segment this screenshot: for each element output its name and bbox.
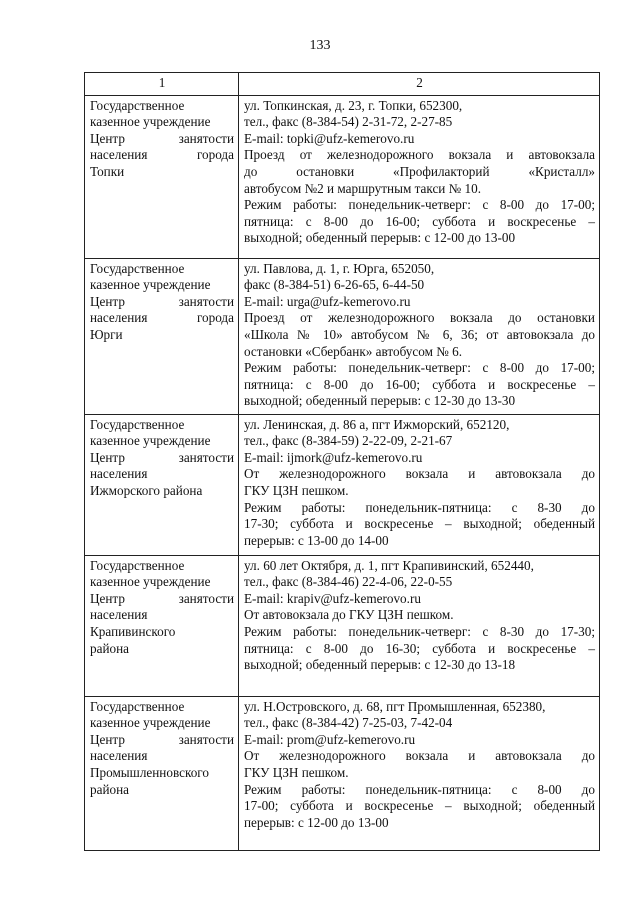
schedule-line: 17-00; суббота и воскресенье – выходной; обеденный (244, 798, 595, 814)
table-row (85, 95, 600, 258)
contact-info-cell (239, 555, 600, 696)
address-line: ул. Ленинская, д. 86 а, пгт Ижморский, 652120, (244, 416, 510, 432)
schedule-line: пятница: с 8-00 до 16-00; суббота и воскресенье – (244, 376, 595, 392)
phone-line: факс (8-384-51) 6-26-65, 6-44-50 (244, 277, 425, 293)
directions-line: до остановки «Профилакторий «Кристалл» (244, 163, 595, 179)
org-line: населения города (90, 310, 234, 326)
address-line: ул. 60 лет Октября, д. 1, пгт Крапивинский, 652440, (244, 557, 534, 573)
organization-cell (85, 95, 239, 258)
offices-table (84, 72, 600, 851)
org-line: Центр занятости (90, 731, 234, 747)
org-line: Государственное (90, 557, 185, 573)
table-row (85, 555, 600, 696)
org-line: населения (90, 466, 148, 482)
org-line: населения (90, 748, 148, 764)
org-line: Крапивинского (90, 623, 176, 639)
schedule-line: Режим работы: понедельник-четверг: с 8-00 до 17-00; (244, 197, 595, 213)
directions-line: Проезд от железнодорожного вокзала и автовокзала (244, 147, 595, 163)
organization-cell (85, 696, 239, 850)
org-line: населения города (90, 147, 234, 163)
directions-line: Проезд от железнодорожного вокзала до остановки (244, 310, 595, 326)
organization-cell (85, 258, 239, 414)
table-row (85, 414, 600, 555)
address-line: ул. Топкинская, д. 23, г. Топки, 652300, (244, 97, 463, 113)
email-line: E-mail: urga@ufz-kemerovo.ru (244, 293, 411, 309)
table-row (85, 696, 600, 850)
column-header-2: 2 (239, 73, 600, 96)
org-line: Государственное (90, 416, 185, 432)
schedule-line: выходной; обеденный перерыв: с 12-30 до 13-30 (244, 393, 516, 409)
org-line: Центр занятости (90, 293, 234, 309)
directions-line: От автовокзала до ГКУ ЦЗН пешком. (244, 607, 454, 623)
schedule-line: 17-30; суббота и воскресенье – выходной; обеденный (244, 516, 595, 532)
directions-line: остановки «Сбербанк» автобусом № 6. (244, 343, 462, 359)
org-line: Топки (90, 163, 125, 179)
table-header-row (85, 73, 600, 96)
org-line: населения (90, 607, 148, 623)
org-line: казенное учреждение (90, 574, 211, 590)
org-line: казенное учреждение (90, 277, 211, 293)
column-header-1: 1 (85, 73, 239, 96)
address-line: ул. Н.Островского, д. 68, пгт Промышленная, 652380, (244, 698, 546, 714)
org-line: казенное учреждение (90, 715, 211, 731)
org-line: Ижморского района (90, 482, 203, 498)
schedule-line: выходной; обеденный перерыв: с 12-00 до 13-00 (244, 230, 516, 246)
contact-info-cell (239, 258, 600, 414)
contact-info-cell (239, 414, 600, 555)
email-line: E-mail: ijmork@ufz-kemerovo.ru (244, 449, 423, 465)
address-line: ул. Павлова, д. 1, г. Юрга, 652050, (244, 260, 435, 276)
contact-info-cell (239, 95, 600, 258)
org-line: Центр занятости (90, 130, 234, 146)
phone-line: тел., факс (8-384-42) 7-25-03, 7-42-04 (244, 715, 453, 731)
directions-line: От железнодорожного вокзала и автовокзала до (244, 748, 595, 764)
email-line: E-mail: krapiv@ufz-kemerovo.ru (244, 590, 421, 606)
directions-line: «Школа № 10» автобусом № 6, 36; от автовокзала до (244, 326, 595, 342)
contact-info-cell (239, 696, 600, 850)
directions-line: ГКУ ЦЗН пешком. (244, 764, 349, 780)
phone-line: тел., факс (8-384-46) 22-4-06, 22-0-55 (244, 574, 453, 590)
email-line: E-mail: prom@ufz-kemerovo.ru (244, 731, 416, 747)
org-line: Центр занятости (90, 590, 234, 606)
organization-cell (85, 555, 239, 696)
directions-line: ГКУ ЦЗН пешком. (244, 482, 349, 498)
schedule-line: пятница: с 8-00 до 16-00; суббота и воскресенье – (244, 213, 595, 229)
org-line: района (90, 640, 130, 656)
org-line: Государственное (90, 260, 185, 276)
phone-line: тел., факс (8-384-54) 2-31-72, 2-27-85 (244, 114, 453, 130)
organization-cell (85, 414, 239, 555)
schedule-line: Режим работы: понедельник-пятница: с 8-30 до (244, 499, 595, 515)
email-line: E-mail: topki@ufz-kemerovo.ru (244, 130, 415, 146)
directions-line: автобусом №2 и маршрутным такси № 10. (244, 180, 482, 196)
table-row (85, 258, 600, 414)
org-line: района (90, 781, 130, 797)
org-line: казенное учреждение (90, 114, 211, 130)
org-line: Государственное (90, 97, 185, 113)
page-number: 133 (309, 38, 331, 53)
directions-line: От железнодорожного вокзала и автовокзала до (244, 466, 595, 482)
org-line: Центр занятости (90, 449, 234, 465)
org-line: Промышленновского (90, 764, 209, 780)
schedule-line: перерыв: с 13-00 до 14-00 (244, 532, 389, 548)
schedule-line: выходной; обеденный перерыв: с 12-30 до 13-18 (244, 657, 516, 673)
org-line: Юрги (90, 326, 123, 342)
schedule-line: Режим работы: понедельник-пятница: с 8-00 до (244, 781, 595, 797)
schedule-line: Режим работы: понедельник-четверг: с 8-00 до 17-00; (244, 360, 595, 376)
org-line: казенное учреждение (90, 433, 211, 449)
schedule-line: перерыв: с 12-00 до 13-00 (244, 814, 389, 830)
org-line: Государственное (90, 698, 185, 714)
schedule-line: пятница: с 8-00 до 16-30; суббота и воскресенье – (244, 640, 595, 656)
schedule-line: Режим работы: понедельник-четверг: с 8-30 до 17-30; (244, 623, 595, 639)
phone-line: тел., факс (8-384-59) 2-22-09, 2-21-67 (244, 433, 453, 449)
